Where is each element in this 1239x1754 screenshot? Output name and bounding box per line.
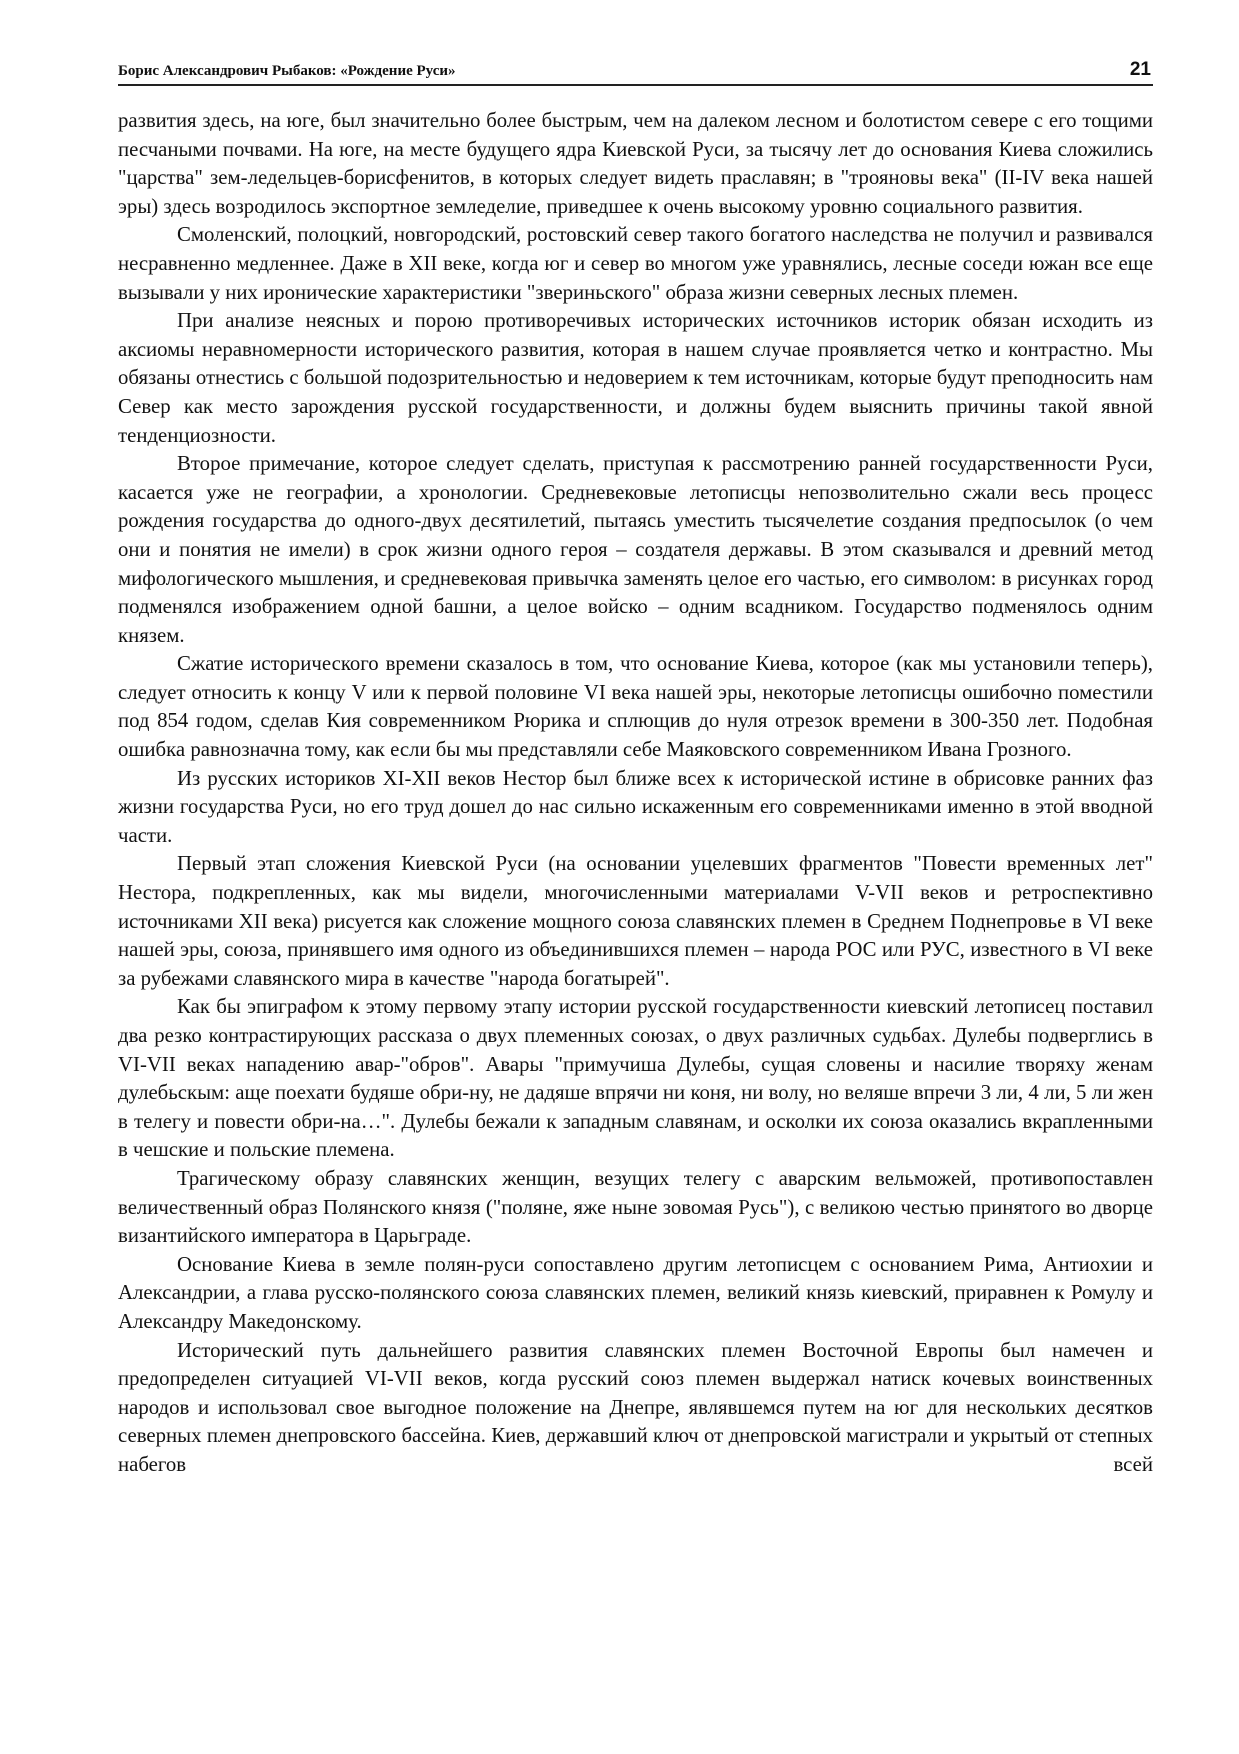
paragraph: Из русских историков XI-XII веков Нестор был ближе всех к исторической истине в обрисовке ранних фаз жизни государства Руси, но его труд дошел до нас сильно искаженным его современниками именно в этой вводной части. xyxy=(118,766,1153,847)
paragraph: Второе примечание, которое следует сделать, приступая к рассмотрению ранней государственности Руси, касается уже не географии, а хронологии. Средневековые летописцы непозволительно сжали весь процесс рождения государства до одного-двух десятилетий, пытаясь уместить тысячелетие создания предпосылок (о чем они и понятия не имели) в срок жизни одного героя – создателя державы. В этом сказывался и древний метод мифологического мышления, и средневековая привычка заменять целое его частью, его символом: в рисунках город подменялся изображением одной башни, а целое войско – одним всадником. Государство подменялось одним князем. xyxy=(118,452,1153,647)
paragraph: Исторический путь дальнейшего развития славянских племен Восточной Европы был намечен и предопределен ситуацией VI-VII веков, когда русский союз племен выдержал натиск кочевых воинственных народов и использовал свое выгодное положение на Днепре, являвшемся путем на юг для нескольких десятков северных племен днепровского бассейна. Киев, державший ключ от днепровской магистрали и укрытый от степных набегов всей xyxy=(118,1338,1153,1476)
paragraph: развития здесь, на юге, был значительно более быстрым, чем на далеком лесном и болотистом севере с его тощими песчаными почвами. На юге, на месте будущего ядра Киевской Руси, за тысячу лет до основания Киева сложились "царства" зем-ледельцев-борисфенитов, в которых следует видеть праславян; в "трояновы века" (II-IV века нашей эры) здесь возродилось экспортное земледелие, приведшее к очень высокому уровню социального развития. xyxy=(118,109,1153,218)
paragraph: Как бы эпиграфом к этому первому этапу истории русской государственности киевский летописец поставил два резко контрастирующих рассказа о двух племенных союзах, о двух различных судьбах. Дулебы подверглись в VI-VII веках нападению авар-"обров". Авары "примучиша Дулебы, сущая словены и насилие творяху женам дулебьскым: аще поехати будяше обри-ну, не дадяше впрячи ни коня, ни волу, но веляше впречи 3 ли, 4 ли, 5 ли жен в телегу и повести обри-на…". Дулебы бежали к западным славянам, и осколки их союза оказались вкрапленными в чешские и польские племена. xyxy=(118,995,1153,1162)
paragraph: Первый этап сложения Киевской Руси (на основании уцелевших фрагментов "Повести временных лет" Нестора, подкрепленных, как мы видели, многочисленными материалами V-VII веков и ретроспективно источниками XII века) рисуется как сложение мощного союза славянских племен в Среднем Поднепровье в VI веке нашей эры, союза, принявшего имя одного из объединившихся племен – народа РОС или РУС, известного в VI веке за рубежами славянского мира в качестве "народа богатырей". xyxy=(118,852,1153,990)
paragraph: Сжатие исторического времени сказалось в том, что основание Киева, которое (как мы установили теперь), следует относить к концу V или к первой половине VI века нашей эры, некоторые летописцы ошибочно поместили под 854 годом, сделав Кия современником Рюрика и сплющив до нуля отрезок времени в 300-350 лет. Подобная ошибка равнозначна тому, как если бы мы представляли себе Маяковского современником Ивана Грозного. xyxy=(118,652,1153,762)
running-header xyxy=(118,54,1153,86)
header-title: Борис Александрович Рыбаков: «Рождение Руси» xyxy=(118,63,456,79)
paragraph: При анализе неясных и порою противоречивых исторических источников историк обязан исходить из аксиомы неравномерности исторического развития, которая в нашем случае проявляется четко и контрастно. Мы обязаны отнестись с большой подозрительностью и недоверием к тем источникам, которые будут преподносить нам Север как место зарождения русской государственности, и должны будем выяснить причины такой явной тенденциозности. xyxy=(118,309,1153,447)
body-text xyxy=(118,107,1153,1480)
page-number: 21 xyxy=(1129,59,1151,80)
paragraph: Основание Киева в земле полян-руси сопоставлено другим летописцем с основанием Рима, Антиохии и Александрии, а глава русско-полянского союза славянских племен, великий князь киевский, приравнен к Ромулу и Александру Македонскому. xyxy=(118,1252,1153,1333)
paragraph: Смоленский, полоцкий, новгородский, ростовский север такого богатого наследства не получил и развивался несравненно медленнее. Даже в XII веке, когда юг и север во многом уже уравнялись, лесные соседи южан все еще вызывали у них иронические характеристики "звериньского" образа жизни северных лесных племен. xyxy=(118,223,1153,304)
paragraph: Трагическому образу славянских женщин, везущих телегу с аварским вельможей, противопоставлен величественный образ Полянского князя ("поляне, яже ныне зовомая Русь"), с великою честью принятого во дворце византийского императора в Царьграде. xyxy=(118,1166,1153,1248)
